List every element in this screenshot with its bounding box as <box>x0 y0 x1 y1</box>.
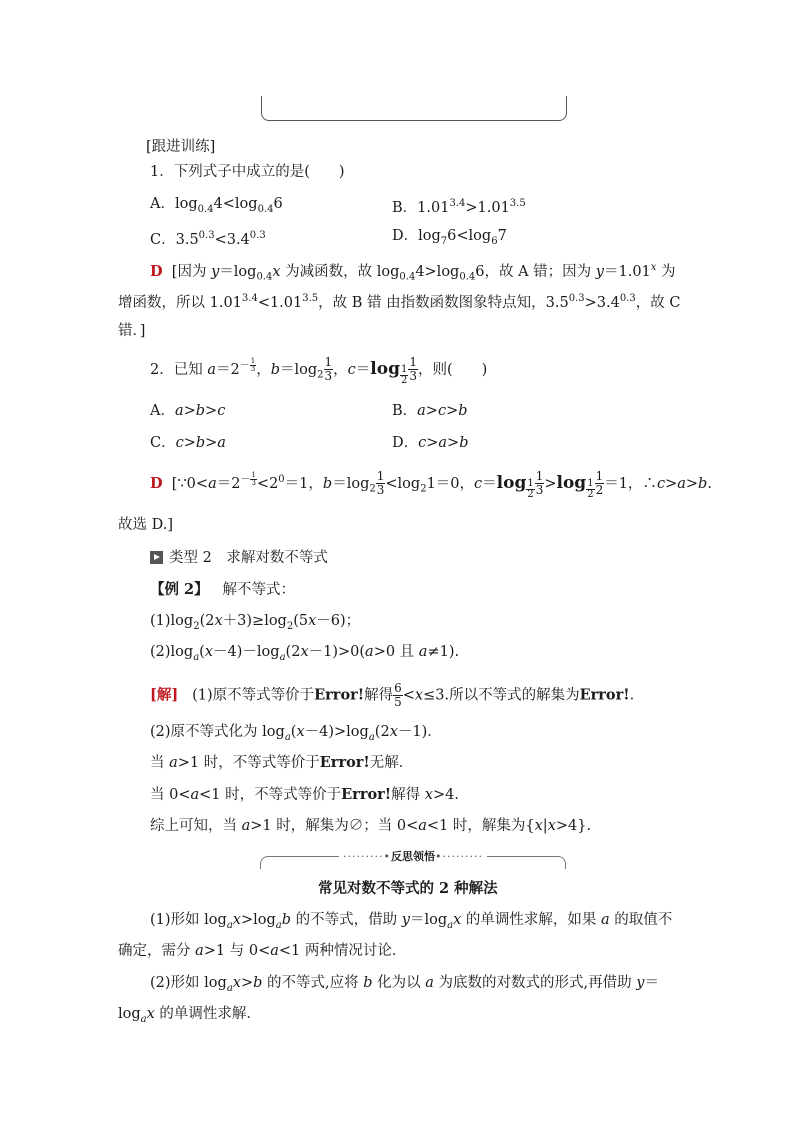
top-bracket-frame <box>261 96 567 121</box>
q1-option-c: C．$3.5^{0.3}<3.4^{0.3}$ <box>150 230 266 248</box>
q2-option-d: D．c>a>b <box>392 435 469 451</box>
example2-heading: 【例 2】 解不等式： <box>150 581 295 598</box>
solution-tag: [解] <box>150 686 179 704</box>
q2-option-c: C．c>b>a <box>150 435 226 451</box>
solution-line5: 综上可知，当 a>1 时，解集为∅；当 0<a<1 时，解集为{x|x>4}. <box>150 818 592 834</box>
q2-option-a: A．a>b>c <box>150 403 226 419</box>
q1-option-a: A．$\log_{0.4}4<\log_{0.4}6$ <box>150 196 283 215</box>
solution-line2: (2)原不等式化为 $\log_a(x-4)>\log_a(2x-1)$． <box>150 724 442 743</box>
type2-heading: 类型 2 求解对数不等式 <box>150 548 328 568</box>
solution-line1: [解] (1)原不等式等价于Error!解得 $\frac{6}{5}$ <x≤3.所以不等式的解集为Error!. <box>150 681 635 709</box>
solution-line4: 当 0<a<1 时，不等式等价于Error!解得 x>4. <box>150 786 459 803</box>
reflection-p2-line1: (2)形如 $\log_ax>b$ 的不等式,应将 b 化为以 a 为底数的对数式的形式,再借助 y＝ <box>150 975 659 994</box>
reflection-p1-line2: 确定，需分 a>1 与 0<a<1 两种情况讨论． <box>118 943 407 959</box>
reflection-p1-line1: (1)形如 $\log_ax>\log_ab$ 的不等式，借助 $y=\log_ax$ 的单调性求解，如果 a 的取值不 <box>150 912 673 931</box>
example2-part2: $(2)\log_a(x-4)-\log_a(2x-1)>0(a>0$ 且 a≠1). <box>150 644 460 663</box>
q2-answer-letter: D <box>150 474 163 492</box>
q2-answer-line2: 故选 D.] <box>118 517 173 533</box>
reflection-banner: ·········•反思领悟•········· <box>260 848 566 868</box>
solution-error-2: Error! <box>579 686 630 704</box>
q1-option-b: B．$1.01^{3.4}>1.01^{3.5}$ <box>392 198 526 216</box>
q2-answer-line1: D [$\because 0<a=2^{- \frac{1}{3}}$ $<2^0=1$，$b=\log_2$ $\frac{1}{3}$ $<\log_21=0$，c＝log $_{\frac{1}{2}}$ $\frac{1}{3}$ >log $_{\frac{1}{2}}$ $\frac{1}{2}$ ＝1，∴c>a>b. <box>150 469 712 500</box>
q1-answer-letter: D <box>150 262 163 280</box>
play-triangle-icon <box>150 551 163 564</box>
q1-answer-line2: 增函数，所以 $1.01^{3.4}<1.01^{3.5}$，故 B 错 由指数函数图象特点知，$3.5^{0.3}>3.4^{0.3}$，故 C <box>118 293 681 311</box>
follow-practice-heading: [跟进训练] <box>146 139 216 155</box>
q2-stem: 2．已知 $a=2^{- \frac{1}{3}}$ ，$b=\log_2$ $\frac{1}{3}$ ，c＝log $_{\frac{1}{2}}$ $\frac{1}{3}$ ，则( ) <box>150 355 488 386</box>
q1-option-d: D．$\log_76<\log_67$ <box>392 228 507 247</box>
q1-answer-line3: 错．] <box>118 323 146 339</box>
q2-option-b: B．a>c>b <box>392 403 468 419</box>
reflection-p2-line2: $\log_ax$ 的单调性求解． <box>118 1006 261 1025</box>
q1-stem: 1．下列式子中成立的是( ) <box>150 164 345 180</box>
solution-line3: 当 a>1 时，不等式等价于Error!无解． <box>150 754 414 771</box>
q1-answer-line1: D [因为 $y=\log_{0.4}x$ 为减函数，故 $\log_{0.4}4>\log_{0.4}6$，故 A 错；因为 $y=1.01^x$ 为 <box>150 262 676 283</box>
reflection-label: 反思领悟 <box>391 850 435 863</box>
reflection-title: 常见对数不等式的 2 种解法 <box>318 880 498 897</box>
example2-part1: $(1)\log_2(2x+3)\ge\log_2(5x-6)$； <box>150 613 361 632</box>
